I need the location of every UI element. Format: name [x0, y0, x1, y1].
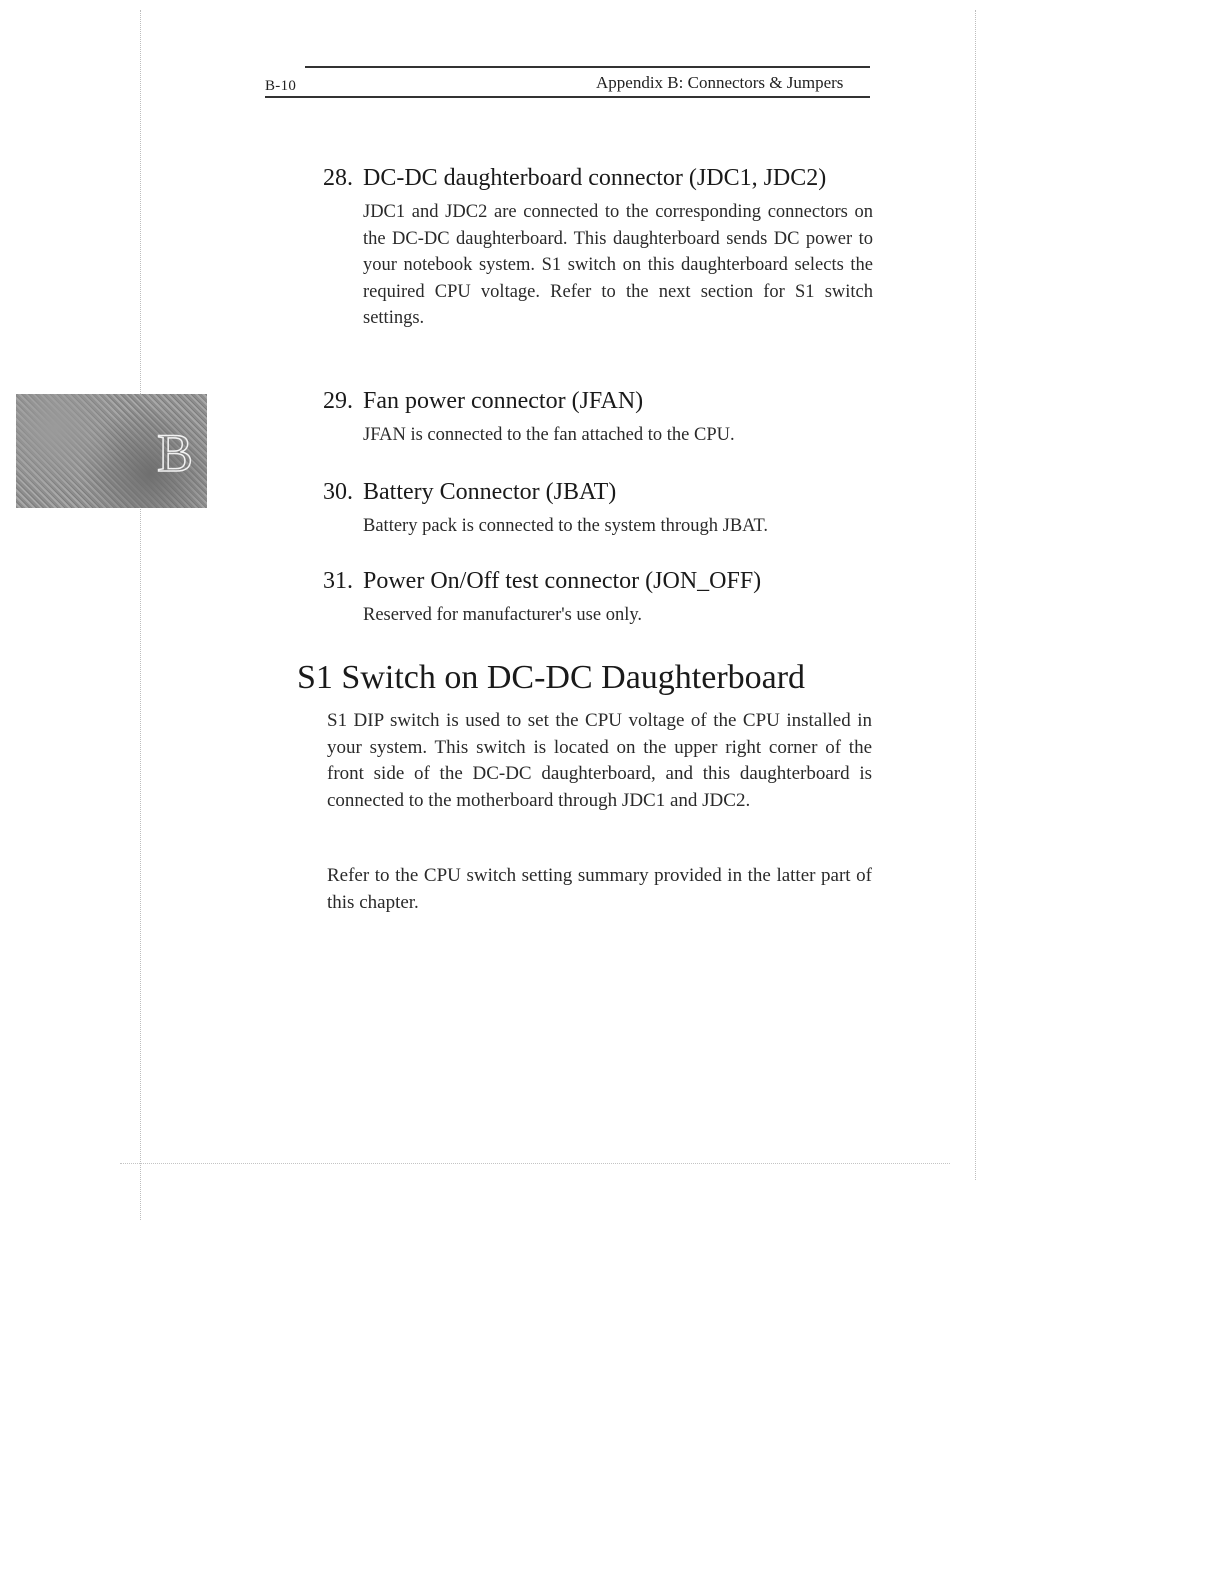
list-item: [323, 566, 873, 629]
section-title: S1 Switch on DC-DC Daughterboard: [297, 659, 806, 696]
item-description: JFAN is connected to the fan attached to the CPU.: [363, 425, 735, 445]
item-description: Battery pack is connected to the system through JBAT.: [363, 516, 769, 536]
scan-edge-bottom: [120, 1163, 950, 1164]
scan-edge-left: [140, 10, 141, 1220]
item-heading: Power On/Off test connector (JON_OFF): [363, 568, 762, 594]
item-description: JDC1 and JDC2 are connected to the corresponding connectors on the DC-DC daughterboard. This daughterboard sends DC power to your notebook system. S1 switch on this daughterboard selects the required CPU voltage. Refer to the next section for S1 switch settings.: [363, 202, 873, 328]
item-number: 31.: [323, 568, 353, 594]
item-description: Reserved for manufacturer's use only.: [363, 605, 643, 625]
section-paragraph: S1 DIP switch is used to set the CPU voltage of the CPU installed in your system. This switch is located on the upper right corner of the front side of the DC-DC daughterboard, and this daughterboard is connected to the motherboard through JDC1 and JDC2.: [327, 710, 872, 811]
header-rule-top: [305, 66, 870, 68]
item-title: [323, 566, 873, 596]
list-item: [323, 163, 873, 332]
item-number: 28.: [323, 165, 353, 191]
header-rule-bottom: [265, 96, 870, 98]
item-number: 30.: [323, 479, 353, 505]
page-number: B-10: [265, 78, 297, 94]
list-item: [323, 386, 873, 449]
item-heading: Fan power connector (JFAN): [363, 388, 644, 414]
item-heading: DC-DC daughterboard connector (JDC1, JDC2): [363, 165, 827, 191]
chapter-thumb-tab: [16, 394, 207, 508]
item-title: [323, 477, 873, 507]
section-paragraph: Refer to the CPU switch setting summary provided in the latter part of this chapter.: [327, 865, 872, 913]
scan-edge-right: [975, 10, 976, 1180]
item-title: [323, 163, 873, 193]
thumb-tab-letter: B: [156, 423, 193, 483]
running-header: Appendix B: Connectors & Jumpers: [596, 73, 844, 92]
item-title: [323, 386, 873, 416]
item-heading: Battery Connector (JBAT): [363, 479, 617, 505]
item-number: 29.: [323, 388, 353, 414]
list-item: [323, 477, 873, 540]
